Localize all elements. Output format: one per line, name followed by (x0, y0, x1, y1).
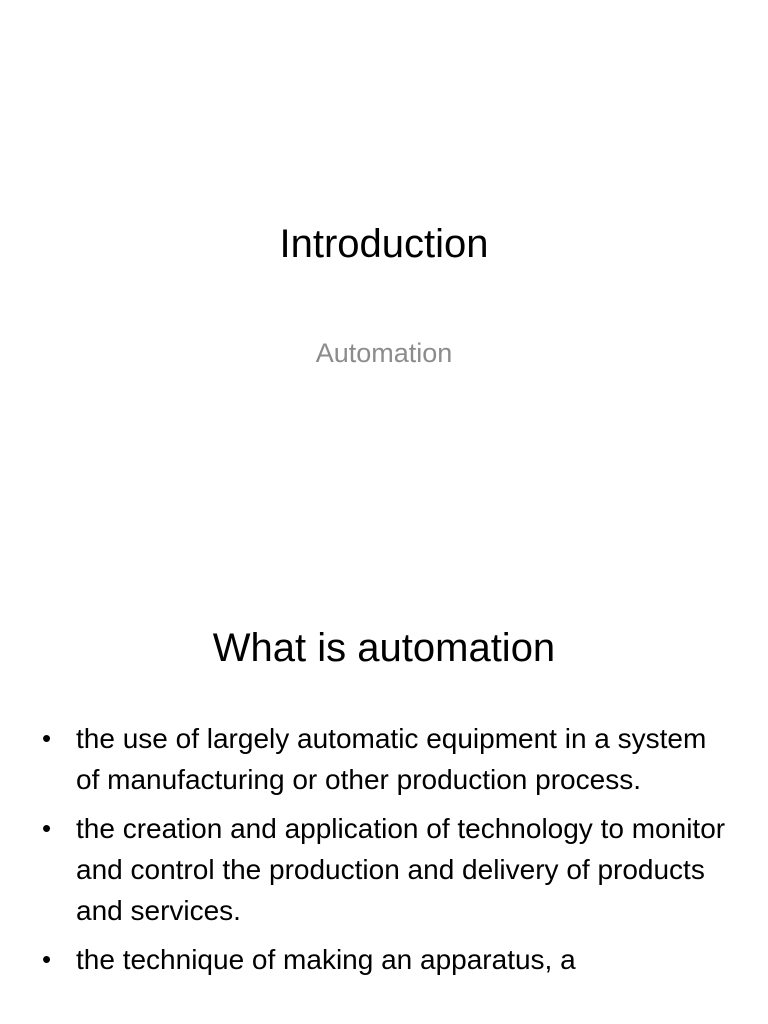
bullet-item (42, 939, 732, 980)
bullet-text: the technique of making an apparatus, a (76, 944, 576, 975)
content-slide (0, 576, 768, 1024)
bullet-icon: • (42, 813, 52, 843)
bullet-text: the use of largely automatic equipment in a system of manufacturing or other production process. (76, 723, 707, 795)
bullet-icon: • (42, 944, 52, 974)
slide-title: What is automation (212, 626, 556, 670)
slide-subtitle: Automation (315, 338, 453, 368)
bullet-text: the creation and application of technology to monitor and control the production and delivery of products and services. (76, 813, 726, 926)
bullet-icon: • (42, 723, 52, 753)
bullet-list (42, 718, 732, 988)
bullet-item (42, 718, 732, 800)
slide-title: Introduction (279, 222, 489, 266)
bullet-item (42, 808, 732, 931)
